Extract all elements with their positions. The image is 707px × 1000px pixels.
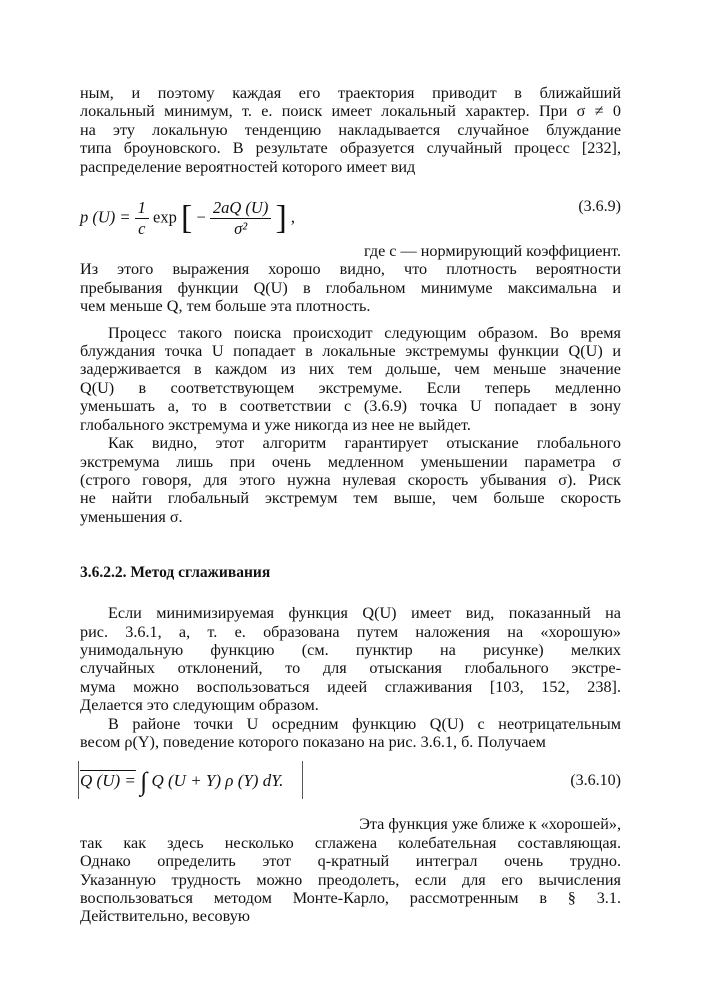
formula-body: p (U) = $\frac{1}{c}$ exp [ − $\frac{2aQ (U)}{\text{σ²}}$ ] , xyxy=(80,198,296,239)
minus-sign: − xyxy=(196,207,206,227)
text-line: уменьшать a, то в соответствии с (3.6.9) точка U попадает в зону xyxy=(80,397,621,416)
text-line: пребывания функции Q(U) в глобальном минимуме максимальна и xyxy=(80,278,621,297)
text-line: уменьшения σ. xyxy=(80,507,183,526)
text-line: Процесс такого поиска происходит следующим образом. Во время xyxy=(108,323,621,342)
fraction-1-over-c xyxy=(135,198,149,239)
text-line: глобального экстремума и уже никогда из нее не выйдет. xyxy=(80,415,471,434)
text-line: типа броуновского. В результате образуется случайный процесс [232], xyxy=(80,139,621,158)
formula-lhs: Q (U) = xyxy=(80,771,136,791)
paragraph-5 xyxy=(80,604,621,714)
text-line: локальный минимум, т. е. поиск имеет локальный характер. При σ ≠ 0 xyxy=(80,102,621,121)
equation-number: (3.6.9) xyxy=(578,198,621,216)
page-body xyxy=(80,84,621,926)
paragraph-7 xyxy=(80,815,621,925)
fraction-denominator: σ² xyxy=(210,218,271,239)
text-line: распределение вероятностей которого имеет вид xyxy=(80,157,416,176)
text-line: Эта функция уже ближе к «хорошей», xyxy=(359,815,621,834)
text-line: унимодальную функцию (см. пунктир на рисунке) мелких xyxy=(80,640,621,659)
formula-rhs: Q (U + Y) ρ (Y) dY. xyxy=(151,771,284,791)
text-line: Из этого выражения хорошо видно, что плотность вероятности xyxy=(80,260,621,279)
paragraph-4 xyxy=(80,434,621,526)
text-line: так как здесь несколько сглажена колебательная составляющая. xyxy=(80,833,621,852)
paragraph-3 xyxy=(80,324,621,434)
text-line: весом ρ(Y), поведение которого показано на рис. 3.6.1, б. Получаем xyxy=(80,732,546,751)
text-line: Однако определить этот q-кратный интеграл очень трудно. xyxy=(80,852,621,871)
text-line: ным, и поэтому каждая его траектория приводит в ближайший xyxy=(80,84,621,102)
text-line: мума можно воспользоваться идеей сглаживания [103, 152, 238]. xyxy=(80,677,621,696)
exponent-fraction xyxy=(210,198,271,239)
text-line: Делается это следующим образом. xyxy=(80,696,319,715)
formula-3-6-9 xyxy=(80,178,621,238)
scan-border-left xyxy=(78,761,79,799)
paragraph-2 xyxy=(80,242,621,316)
text-line: блуждания точка U попадает в локальные экстремумы функции Q(U) и xyxy=(80,342,621,361)
text-line: Если минимизируемая функция Q(U) имеет вид, показанный на xyxy=(108,604,621,623)
paragraph-6 xyxy=(80,715,621,752)
formula-3-6-10 xyxy=(80,759,621,807)
equation-number: (3.6.10) xyxy=(570,772,621,790)
integral-sign: ∫ xyxy=(140,767,148,797)
section-heading: 3.6.2.2. Метод сглаживания xyxy=(80,564,271,582)
formula-body xyxy=(80,767,283,797)
text-line: (строго говоря, для этого нужна нулевая скорость убывания σ). Риск xyxy=(80,470,621,489)
fraction-denominator: c xyxy=(135,218,149,239)
text-line: где c — нормирующий коэффициент. xyxy=(364,242,621,261)
text-line: рис. 3.6.1, a, т. е. образована путем наложения на «хорошую» xyxy=(80,622,621,641)
paragraph-1 xyxy=(80,84,621,176)
text-line: на эту локальную тенденцию накладывается случайное блуждание xyxy=(80,120,621,139)
scan-border-right xyxy=(302,761,303,799)
exp-function: exp xyxy=(153,207,177,227)
text-line: не найти глобальный экстремум тем выше, чем больше скорость xyxy=(80,489,621,508)
text-line: случайных отклонений, то для отыскания глобального экстре- xyxy=(80,659,621,678)
fraction-numerator: 2aQ (U) xyxy=(212,198,269,218)
text-line: Указанную трудность можно преодолеть, если для его вычисления xyxy=(80,870,621,889)
formula-lhs: p (U) = xyxy=(80,207,131,227)
text-line: Как видно, этот алгоритм гарантирует отыскание глобального xyxy=(108,434,621,453)
text-line: задерживается в каждом из них тем дольше, чем меньше значение xyxy=(80,360,621,379)
text-line: чем меньше Q, тем больше эта плотность. xyxy=(80,297,371,316)
text-line: Q(U) в соответствующем экстремуме. Если теперь медленно xyxy=(80,378,621,397)
text-line: Действительно, весовую xyxy=(80,907,250,926)
text-line: экстремума лишь при очень медленном уменьшении параметра σ xyxy=(80,452,621,471)
text-line: воспользоваться методом Монте-Карло, рассмотренным в § 3.1. xyxy=(80,889,621,907)
fraction-numerator: 1 xyxy=(137,198,146,218)
text-line: В районе точки U осредним функцию Q(U) с неотрицательным xyxy=(108,714,621,733)
